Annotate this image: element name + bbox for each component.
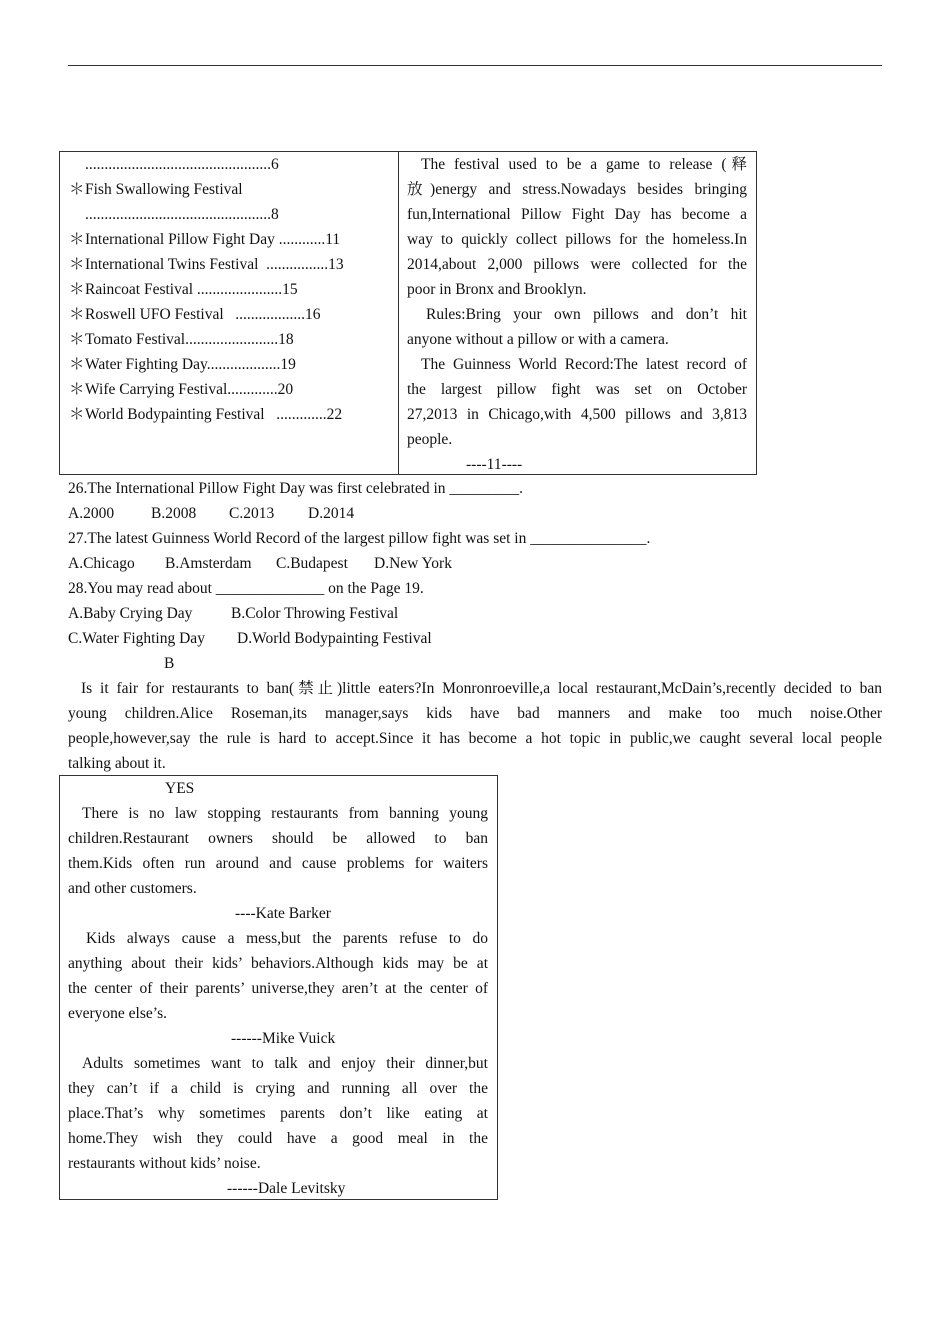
section-label: B: [164, 655, 175, 672]
opinion-line: place.That’s why sometimes parents don’t like eating at: [68, 1105, 488, 1122]
intro-line: talking about it.: [68, 755, 166, 772]
article-line: people.: [407, 431, 453, 448]
article-line: 27,2013 in Chicago,with 4,500 pillows and 3,813: [407, 406, 747, 423]
option: A.Chicago: [68, 555, 135, 572]
opinion-line: and other customers.: [68, 880, 197, 897]
toc-dots: ................................................8: [85, 206, 279, 223]
opinion-line: the center of their parents’ universe,they aren’t at the center of: [68, 980, 488, 997]
article-line: way to quickly collect pillows for the homeless.In: [407, 231, 747, 248]
option: A.2000: [68, 505, 115, 522]
signature-dale-levitsky: ------Dale Levitsky: [227, 1180, 346, 1197]
opinion-line: everyone else’s.: [68, 1005, 167, 1022]
question-26: 26.The International Pillow Fight Day was first celebrated in _________.: [68, 480, 524, 497]
article-line: poor in Bronx and Brooklyn.: [407, 281, 587, 298]
opinion-line: There is no law stopping restaurants from banning young: [82, 805, 488, 822]
option: B.Amsterdam: [165, 555, 252, 572]
intro-line: young children.Alice Roseman,its manager,says kids have bad manners and make too much noise.Other: [68, 705, 882, 722]
intro-line: Is it fair for restaurants to ban(禁止)little eaters?In Monronroeville,a local restaurant,McDain’s,recently decided to ban: [81, 680, 882, 697]
article-line: 放)energy and stress.Nowadays besides bringing: [407, 181, 747, 198]
option: C.Water Fighting Day: [68, 630, 205, 647]
article-line: fun,International Pillow Fight Day has become a: [407, 206, 747, 223]
article-line: Rules:Bring your own pillows and don’t hit: [426, 306, 747, 323]
toc-item: ＊World Bodypainting Festival .............22: [60, 402, 398, 427]
option: A.Baby Crying Day: [68, 605, 193, 622]
pillow-fight-article: [399, 152, 756, 474]
signature-mike-vuick: ------Mike Vuick: [231, 1030, 336, 1047]
article-line: anyone without a pillow or with a camera.: [407, 331, 669, 348]
question-28-options-cd: [68, 626, 882, 651]
star-icon: ＊: [69, 306, 85, 323]
article-line: The festival used to be a game to release (释: [421, 156, 747, 173]
questions: [68, 476, 882, 651]
header-rule: [68, 65, 882, 66]
toc-item: ＊International Twins Festival ................13: [60, 252, 398, 277]
opinion-line: they can’t if a child is crying and running all over the: [68, 1080, 488, 1097]
opinion-line: Kids always cause a mess,but the parents refuse to do: [86, 930, 488, 947]
question-28-options-ab: [68, 601, 882, 626]
festival-table: [59, 151, 757, 475]
opinion-line: children.Restaurant owners should be allowed to ban: [68, 830, 488, 847]
toc-item: ＊Roswell UFO Festival ..................16: [60, 302, 398, 327]
article-line: The Guinness World Record:The latest record of: [421, 356, 747, 373]
section-b: [68, 651, 882, 776]
opinion-line: home.They wish they could have a good meal in the: [68, 1130, 488, 1147]
star-icon: ＊: [69, 231, 85, 248]
question-28: 28.You may read about ______________ on the Page 19.: [68, 580, 424, 597]
question-27-options: [68, 551, 882, 576]
opinion-heading: YES: [165, 780, 195, 797]
opinion-line: restaurants without kids’ noise.: [68, 1155, 261, 1172]
option: C.Budapest: [276, 555, 348, 572]
star-icon: ＊: [69, 381, 85, 398]
option: B.Color Throwing Festival: [231, 605, 399, 622]
opinion-line: Adults sometimes want to talk and enjoy their dinner,but: [82, 1055, 488, 1072]
toc-item: ＊Raincoat Festival ......................15: [60, 277, 398, 302]
star-icon: ＊: [69, 331, 85, 348]
intro-line: people,however,say the rule is hard to accept.Since it has become a hot topic in public,we caught several local people: [68, 730, 882, 747]
option: C.2013: [229, 505, 275, 522]
option: D.World Bodypainting Festival: [237, 630, 432, 647]
toc-item: ＊International Pillow Fight Day ............11: [60, 227, 398, 252]
toc-item: ＊Wife Carrying Festival.............20: [60, 377, 398, 402]
toc-item: ＊Fish Swallowing Festival: [60, 177, 398, 202]
option: B.2008: [151, 505, 197, 522]
opinion-box: [59, 775, 498, 1200]
toc-item: ＊Water Fighting Day...................19: [60, 352, 398, 377]
question-27: 27.The latest Guinness World Record of the largest pillow fight was set in _______________.: [68, 530, 651, 547]
star-icon: ＊: [69, 281, 85, 298]
signature-kate-barker: ----Kate Barker: [235, 905, 331, 922]
page-reference: ----11----: [466, 456, 523, 473]
star-icon: ＊: [69, 181, 85, 198]
option: D.New York: [374, 555, 452, 572]
star-icon: ＊: [69, 406, 85, 423]
article-line: the largest pillow fight was set on October: [407, 381, 747, 398]
star-icon: ＊: [69, 256, 85, 273]
festival-index: [60, 152, 399, 474]
option: D.2014: [308, 505, 355, 522]
article-line: 2014,about 2,000 pillows were collected for the: [407, 256, 747, 273]
opinion-line: them.Kids often run around and cause problems for waiters: [68, 855, 488, 872]
question-26-options: [68, 501, 882, 526]
star-icon: ＊: [69, 356, 85, 373]
toc-item: ＊Tomato Festival........................18: [60, 327, 398, 352]
opinion-line: anything about their kids’ behaviors.Although kids may be at: [68, 955, 488, 972]
toc-continued-dots: ................................................6: [85, 156, 279, 173]
